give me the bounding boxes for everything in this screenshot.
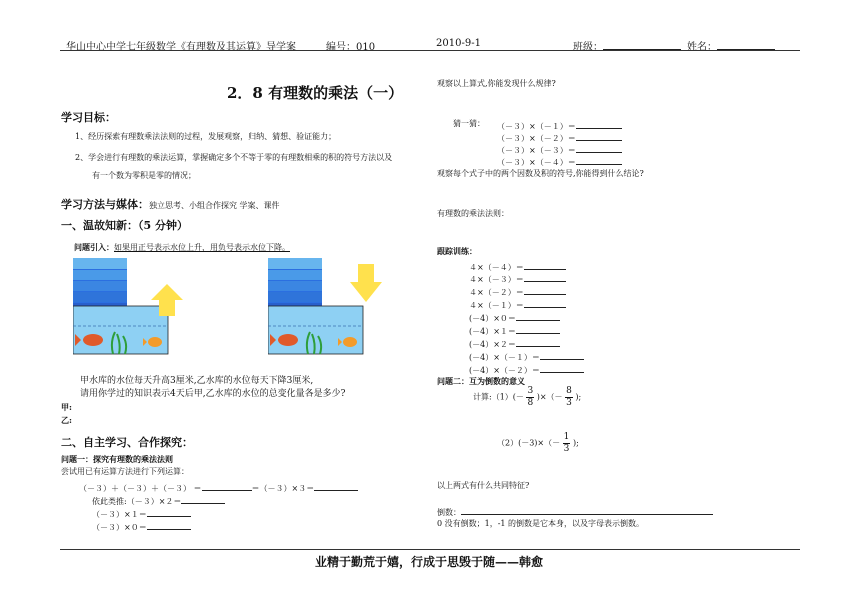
reciprocal-definition: 倒数：	[437, 504, 713, 518]
arrow-down-icon	[350, 264, 382, 302]
question-intro: 问题引入：如果用正号表示水位上升，用负号表示水位下降。	[74, 242, 290, 252]
track-title: 跟踪训练：	[437, 246, 477, 256]
fish-icon	[83, 334, 103, 346]
guess-1: （－３）×（－１）＝	[497, 118, 622, 132]
try-text: 尝试用已有运算方法进行下列运算：	[61, 467, 189, 476]
track-3: ４×（－２）＝	[469, 284, 566, 298]
observe-2: 观察每个式子中的两个因数及积的符号,你能得到什么结论?	[437, 169, 644, 178]
calc-2: 依此类推:（－３）×２＝	[92, 493, 225, 507]
track-2: ４×（－３）＝	[469, 271, 566, 285]
fish-icon	[278, 334, 298, 346]
header-rule	[60, 50, 800, 51]
track-9: (－4）×（－２）＝	[469, 362, 584, 376]
calc-1: （－３）＋（－３）＋（－３） ＝ ＝（－３）×３＝	[79, 480, 358, 494]
section-2-title: 二、自主学习、合作探究：	[61, 436, 193, 449]
guess-2: （－３）×（－２）＝	[497, 130, 622, 144]
para-2: 请用你学过的知识表示4天后甲,乙水库的水位的总变化量各是多少?	[80, 389, 346, 399]
track-6: (－4）×１＝	[469, 323, 560, 337]
zero-note: 0 没有倒数；1，-1 的倒数是它本身，以及字母表示倒数。	[437, 519, 645, 528]
answer-yi: 乙:	[61, 415, 72, 425]
calc-reciprocal-1: 计算:（1）(－ $\frac{3}{8}$ )×（－ $\frac{8}{3}$ );	[473, 386, 582, 408]
calc-reciprocal-2: （2）(－3)×（－ $\frac{1}{3}$ );	[497, 432, 579, 454]
guess-4: （－３）×（－４）＝	[497, 154, 622, 168]
track-7: (－4）×２＝	[469, 336, 560, 350]
track-8: (－4）×（－１）＝	[469, 349, 584, 363]
answer-jia: 甲:	[61, 402, 72, 412]
goals-title: 学习目标：	[61, 111, 116, 124]
reservoir-yi-illustration	[268, 258, 398, 356]
common-feature: 以上两式有什么共同特征?	[437, 481, 530, 490]
header-course: 华山中心中学七年级数学《有理数及其运算》导学案	[66, 42, 296, 53]
question-1-title: 问题一：探究有理数的乘法法则	[61, 454, 173, 464]
goal-2b: 有一个数为零积是零的情况；	[92, 171, 196, 180]
guess-label: 猜一猜：	[453, 119, 485, 128]
track-5: (－4）×０＝	[469, 310, 560, 324]
calc-3: （－３）×１＝	[92, 506, 191, 520]
section-1-title: 一、温故知新：（5 分钟）	[61, 219, 188, 232]
goal-1: 1、经历探索有理数乘法法则的过程，发展观察，归纳、猜想、验证能力；	[75, 132, 337, 141]
header-date: 2010-9-1	[436, 38, 481, 49]
footer-rule	[60, 549, 800, 550]
header-number: 编号：010	[326, 42, 376, 53]
calc-4: （－３）×０＝	[92, 519, 191, 533]
guess-3: （－３）×（－３）＝	[497, 142, 622, 156]
goal-2a: 2、学会进行有理数的乘法运算，掌握确定多个不等于零的有理数相乘的积的符号方法以及	[75, 153, 393, 162]
track-1: ４×（－４）＝	[469, 259, 566, 273]
para-1: 甲水库的水位每天升高3厘米,乙水库的水位每天下降3厘米,	[80, 376, 314, 386]
track-4: ４×（－１）＝	[469, 297, 566, 311]
observe-1: 观察以上算式,你能发现什么规律?	[437, 79, 556, 88]
header-name: 姓名：	[687, 38, 775, 53]
header-class: 班级：	[573, 38, 681, 53]
footer-quote: 业精于勤荒于嬉，行成于思毁于随——韩愈	[315, 555, 544, 569]
multiplication-rule: 有理数的乘法法则：	[437, 209, 509, 218]
reservoir-jia-illustration	[73, 258, 203, 356]
question-2-title: 问题二：互为倒数的意义	[437, 376, 525, 386]
method-line: 学习方法与媒体：独立思考、小组合作探究 学案、课件	[61, 198, 280, 211]
page-title: 2．8 有理数的乘法（一）	[227, 84, 404, 102]
